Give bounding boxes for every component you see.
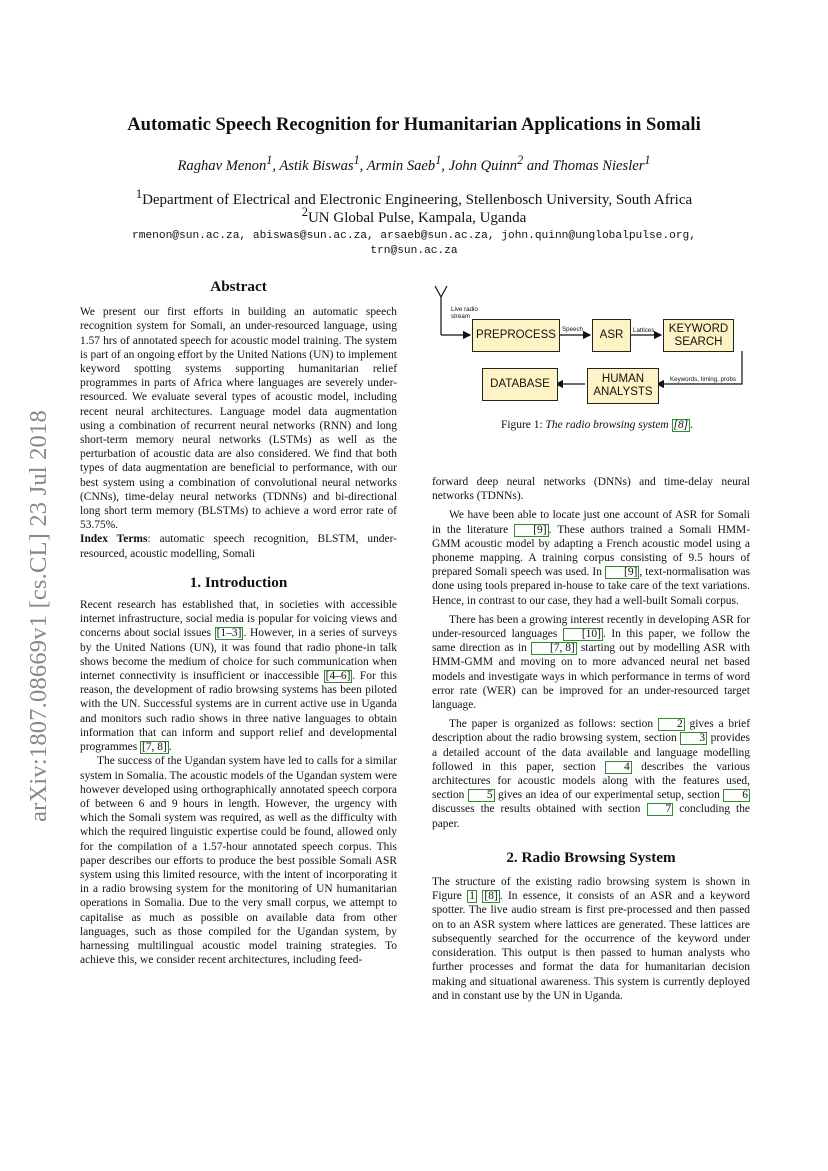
intro-text: . [168,741,172,754]
body-text: starting out by modelling ASR with HMM-GMM and moving on to more advanced neural net based models and investigate ways in which performance in terms of word error rate (WER) can be improved for an under-resourced target language. [432,642,750,712]
index-terms [80,532,397,560]
citation-link[interactable]: [9] [514,524,548,537]
body-text: gives a brief description about the radio browsing system, section [432,718,751,745]
author-name: Armin Saeb [366,157,436,174]
section-2-heading: 2. Radio Browsing System [506,848,676,866]
author-list: Raghav Menon$^1$, Astik Biswas$^1$, Armin Saeb$^1$, John Quinn$^2$ and Thomas Niesler$^1$ [177,153,651,174]
body-paragraph [432,717,750,831]
email-line: rmenon@sun.ac.za, abiswas@sun.ac.za, arsaeb@sun.ac.za, john.quinn@unglobalpulse.org, [132,230,696,242]
asr-block: ASR [592,319,631,352]
author-emails [0,229,828,259]
body-text: provides a detailed account of the data available and language modelling followed in this paper, section [432,732,750,773]
preprocess-block: PREPROCESS [472,319,560,352]
body-text: , text-normalisation was done using tools prepared in-house to take care of the text variations. Hence, in contrast to our case, they had a well-built Somali corpus. [432,566,750,607]
citation-link[interactable]: [1–3] [216,627,242,640]
affil-text: UN Global Pulse, Kampala, Uganda [307,210,527,226]
figure-1-diagram [432,284,762,409]
keyword-search-block: KEYWORD SEARCH [663,319,734,352]
author-name: John Quinn [448,157,518,174]
body-paragraph [432,875,750,1003]
affil-text: Department of Electrical and Electronic Engineering, Stellenbosch University, South Africa [142,192,693,208]
section-link[interactable]: 5 [468,789,495,802]
author-affil-mark: 1 [353,153,360,167]
citation-link[interactable]: [8] [673,419,689,431]
section-link[interactable]: 6 [723,789,750,802]
introduction-heading: 1. Introduction [189,573,288,591]
figure-1-caption [432,419,762,432]
body-text: describes the various architectures for acoustic models along with the features used, section [432,760,750,802]
body-text: We have been able to locate just one account of ASR for Somali in the literature [432,509,750,536]
citation-link[interactable]: [10] [563,628,603,641]
caption-text: The radio browsing system [545,419,672,431]
email-line: trn@sun.ac.za [370,245,458,257]
author-affil-mark: 1 [266,153,273,167]
abstract-text: We present our first efforts in building an automatic speech recognition system for Somali, an under-resourced language, using 1.57 hrs of annotated speech for acoustic model training. The system is part of an ongoing effort by the United Nations (UN) to implement keyword spotting systems supporting humanitarian relief programmes in parts of Africa where languages are severely under-resourced. We evaluate several types of acoustic model, including recent neural architectures. Language model data augmentation using a combination of recurrent neural networks (RNN) and long short-term memory neural networks (LSTMs) as well as the perturbation of acoustic data are also considered. We find that both types of data augmentation are beneficial to performance, with our best system using a combination of convolutional neural networks (CNNs), time-delay neural networks (TDNNs) and bi-directional long short term memory (BLSTMs) to achieve a word error rate of 53.75%. [80,306,397,532]
author-affil-mark: 1 [644,153,651,167]
body-text: discusses the results obtained with section [432,803,647,816]
citation-link[interactable]: [9] [605,566,639,579]
body-text: The paper is organized as follows: section [449,718,658,731]
section-link[interactable]: 4 [605,761,632,774]
intro-text: Recent research has established that, in societies with accessible internet infrastructure, social media is popular for voicing views and concerns about social issues [80,599,397,640]
section-link[interactable]: 7 [647,803,674,816]
citation-link[interactable]: [8] [484,890,498,903]
citation-link[interactable]: [7, 8] [142,741,167,754]
index-terms-label: Index Terms [80,533,148,546]
caption-end: . [690,419,693,431]
author-affil-mark: 1 [435,153,442,167]
arrow-label-lattices: Lattices [633,327,655,334]
body-text: . These authors trained a Somali HMM-GMM acoustic model by adapting a French acoustic model using a phoneme mapping. A training corpus consisting of 9.5 hours of prepared Somali speech was used. In [432,523,751,579]
intro-text: . However, in a series of surveys by the United Nations (UN), it was found that radio phone-in talk shows become the medium of choice for such communication when internet connectivity is insufficient or inaccessible [80,627,397,683]
right-column [432,475,750,1003]
citation-link[interactable]: [7, 8] [531,642,577,655]
human-analysts-block: HUMAN ANALYSTS [587,368,659,404]
body-text: . In this paper, we follow the same direction as in [432,628,750,655]
affil-mark: 2 [301,205,308,219]
citation-link[interactable]: [4–6] [325,670,351,683]
body-text: concluding the paper. [432,803,751,830]
affil-mark: 1 [135,187,143,201]
author-name: Raghav Menon [177,157,267,174]
input-stream-label: Live radio stream [451,306,478,320]
author-name: Astik Biswas [279,157,354,174]
section-link[interactable]: 2 [658,718,685,731]
antenna-icon [435,286,447,297]
left-column [80,280,397,967]
body-text: . In essence, it consists of an ASR and a keyword spotter. The live audio stream is first pre-processed and then passed on to an ASR system where lattices are generated. These lattices are subsequently searched for the occurrence of the keyword under consideration. This output is then passed to human analysts who further processes and format the data for humanitarian decision making and situational awareness. This system is currently deployed and in constant use by the UN in Uganda. [432,890,750,1002]
abstract-heading: Abstract [210,278,267,295]
arxiv-sidebar [26,376,52,856]
figure-link[interactable]: 1 [469,890,475,903]
database-block: DATABASE [482,368,558,401]
body-text: The structure of the existing radio browsing system is shown in Figure [432,876,750,903]
body-text: There has been a growing interest recently in developing ASR for under-resourced languages [432,613,750,641]
index-terms-text: : automatic speech recognition, BLSTM, under-resourced, acoustic modelling, Somali [80,533,397,560]
intro-text: . For this reason, the development of radio browsing systems has been piloted with the UN. Successful systems are in current active use in Uganda and monitors such radio shows in three native languages to obtain information that can inform and support relief and developmental programmes [80,670,397,754]
affiliation-2 [0,205,828,227]
arrow-label-speech: Speech [562,326,583,333]
author-affil-mark: 2 [517,153,524,167]
section-link[interactable]: 3 [680,732,707,745]
body-paragraph: forward deep neural networks (DNNs) and time-delay neural networks (TDNNs). [432,476,750,503]
author-name: Thomas Niesler [552,157,645,174]
body-text: gives an idea of our experimental setup, section [494,789,724,802]
caption-label: Figure 1: [501,419,546,431]
body-paragraph [432,508,750,607]
body-paragraph [432,613,750,712]
intro-paragraph-2: The success of the Ugandan system have led to calls for a similar system in Somalia. The acoustic models of the Ugandan system were however developed using orthographically annotated speech corpora of between 6 and 9 hours in length. However, the urgency with which the Somali system was required, as well as the difficulty with which the required linguistic expertise could be found, allowed only for the compilation of a 1.57-hour annotated speech corpus. This paper describes our efforts to produce the best possible Somali ASR system using this limited resource, with the intent of incorporating it in a radio browsing system for the monitoring of UN humanitarian operations in Somalia. Due to the very small corpus, we attempt to capitalise as much as possible on available data from other languages, such as those compiled for the Ugandan system, by harnessing multilingual acoustic model training strategies. To achieve this, we consider recent architectures, including feed- [80,755,397,967]
arxiv-identifier: arXiv:1807.08669v1 [cs.CL] 23 Jul 2018 [25,410,52,822]
paper-title: Automatic Speech Recognition for Humanitarian Applications in Somali [127,114,701,135]
arrow-label-keywords: Keywords, timing, probs [670,376,737,383]
intro-paragraph-1 [80,598,397,754]
